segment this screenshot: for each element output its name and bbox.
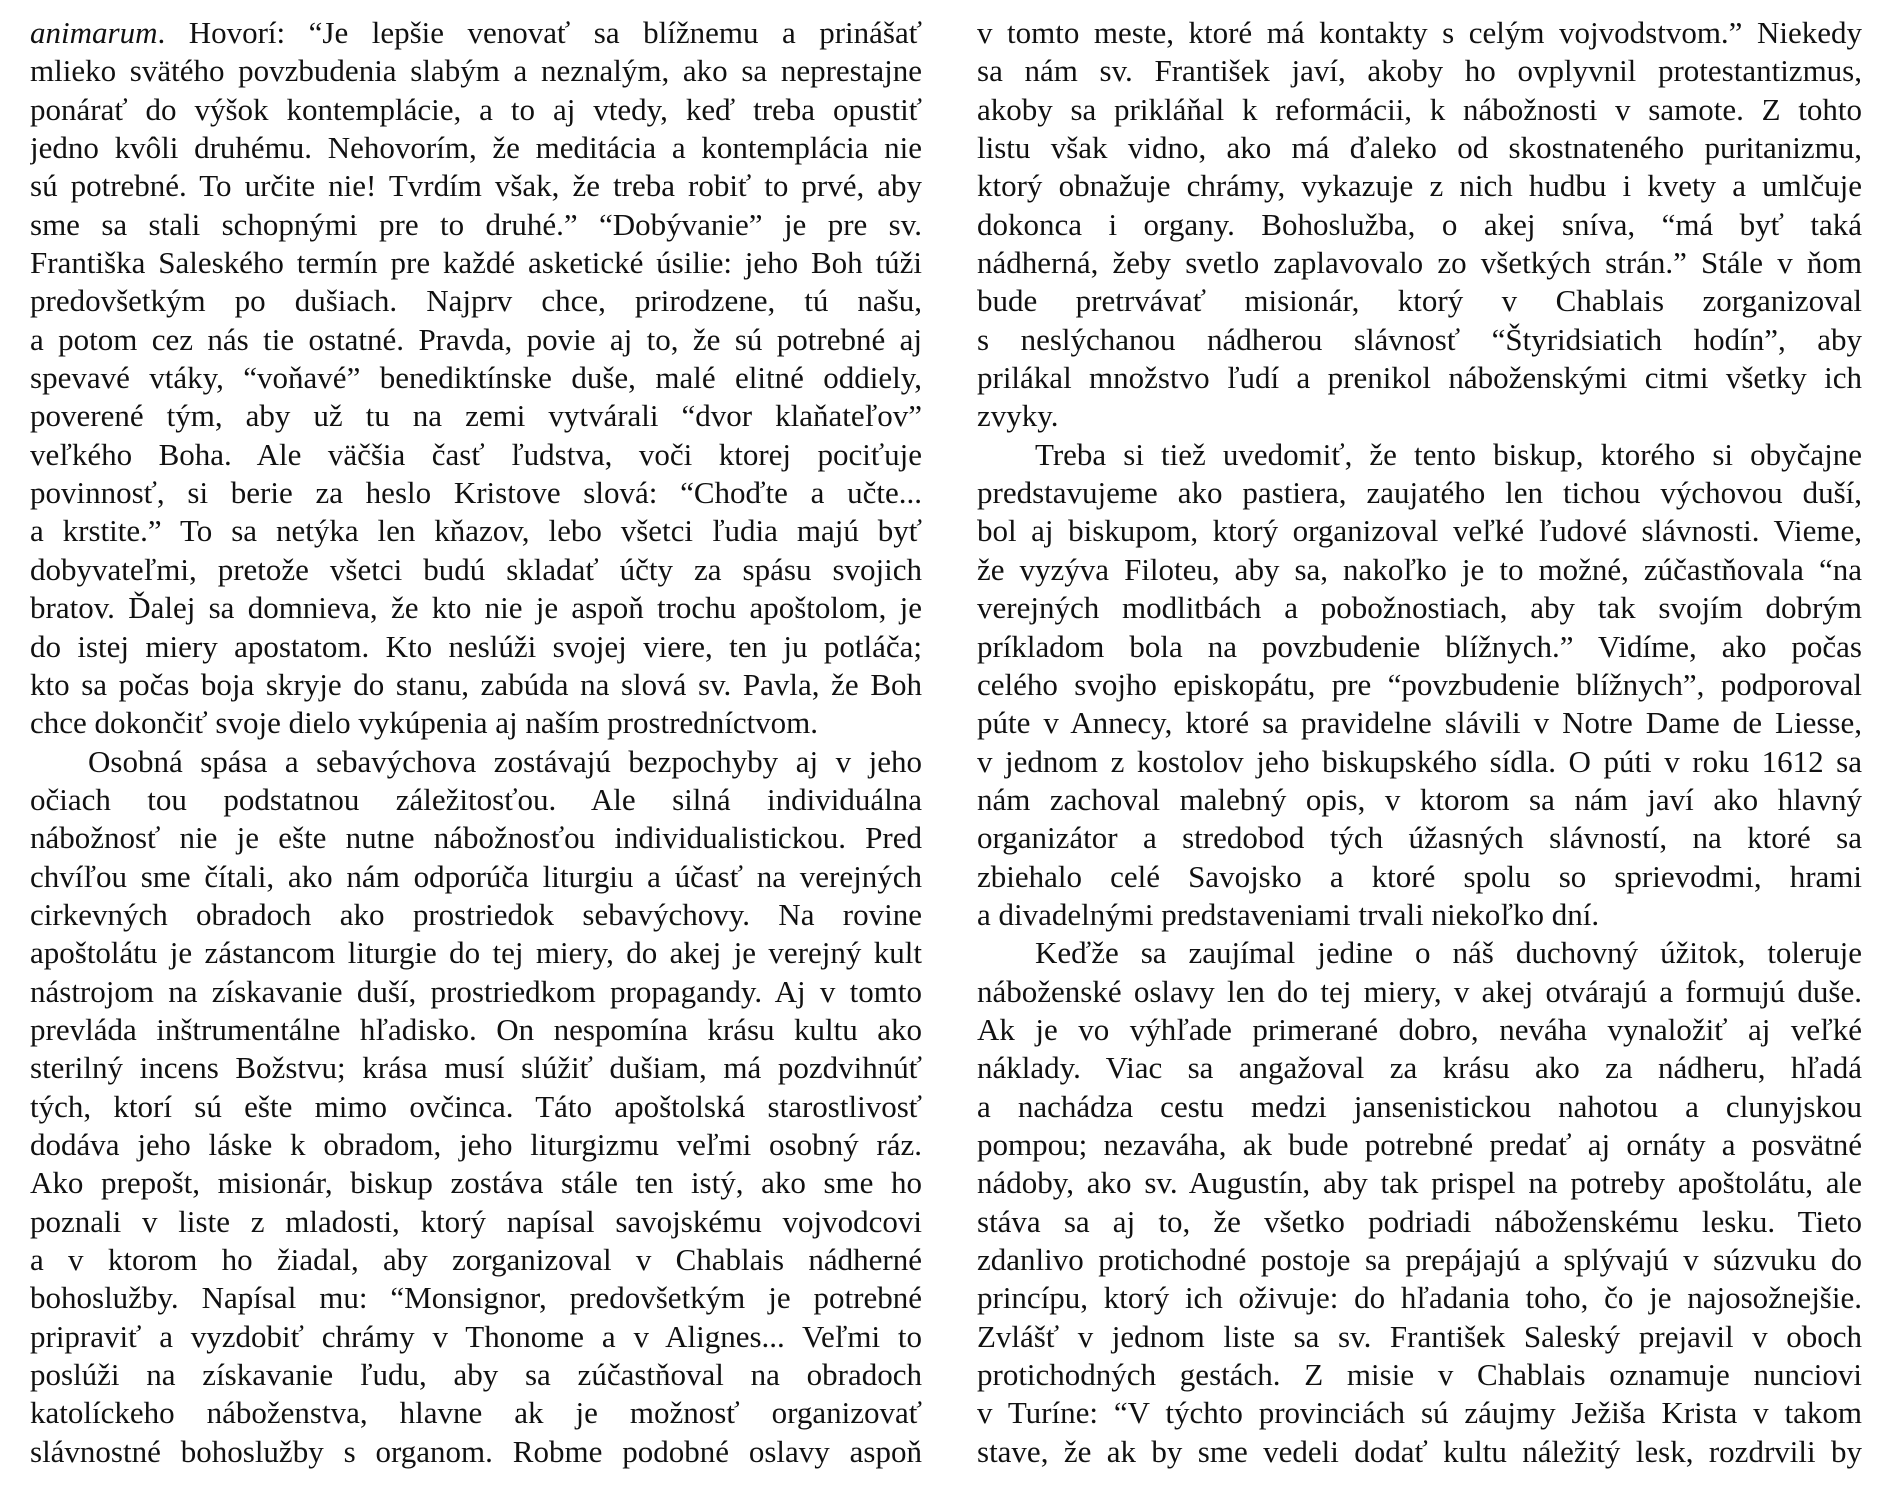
text-line (30, 1164, 922, 1202)
line-text: bol aj biskupom, ktorý organizoval veľké ľudové slávnosti. Vieme, (977, 513, 1862, 549)
line-text: v tomto meste, ktoré má kontakty s celým vojvodstvom.” Niekedy (977, 15, 1862, 50)
text-line (30, 321, 922, 359)
text-line (977, 1433, 1862, 1471)
line-text: a krstite.” To sa netýka len kňazov, lebo všetci ľudia majú byť (30, 513, 922, 549)
line-text: princípu, ktorý ich oživuje: do hľadania toho, čo je najosožnejšie. (977, 1280, 1862, 1316)
line-text: katolíckeho náboženstva, hlavne ak je možnosť organizovať (30, 1395, 922, 1431)
line-text: pompou; nezaváha, ak bude potrebné predať aj ornáty a posvätné (977, 1126, 1862, 1162)
line-text: s neslýchanou nádherou slávnosť “Štyridsiatich hodín”, aby (977, 321, 1862, 357)
line-text: a divadelnými predstaveniami trvali niekoľko dní. (977, 896, 1600, 932)
line-text: pripraviť a vyzdobiť chrámy v Thonome a v Alignes... Veľmi to (30, 1318, 922, 1354)
text-line (977, 1088, 1862, 1126)
text-line (977, 91, 1862, 129)
text-line (30, 359, 922, 397)
line-text: Zvlášť v jednom liste sa sv. František Saleský prejavil v oboch (977, 1318, 1862, 1354)
line-text: poslúži na získavanie ľudu, aby sa zúčastňoval na obradoch (30, 1357, 922, 1393)
text-line (977, 589, 1862, 627)
text-line (977, 359, 1862, 397)
text-line (30, 704, 922, 742)
line-text: stáva sa aj to, že všetko podriadi náboženskému lesku. Tieto (977, 1203, 1862, 1239)
text-line (977, 934, 1862, 972)
line-text: náklady. Viac sa angažoval za krásu ako za nádheru, hľadá (977, 1050, 1862, 1086)
text-line (30, 397, 922, 435)
text-line (30, 52, 922, 90)
text-line (30, 1279, 922, 1317)
text-line (977, 896, 1862, 934)
text-line (30, 206, 922, 244)
line-text: prilákal množstvo ľudí a prenikol náboženskými citmi všetky ich (977, 360, 1862, 396)
left-text-column (30, 14, 922, 1471)
line-text: a v ktorom ho žiadal, aby zorganizoval v Chablais nádherné (30, 1242, 922, 1277)
text-line (30, 1394, 922, 1432)
text-line (977, 858, 1862, 896)
line-text: zvyky. (977, 398, 1059, 434)
text-line (977, 436, 1862, 474)
line-text: kto sa počas boja skryje do stanu, zabúda na slová sv. Pavla, že Boh (30, 666, 922, 702)
line-text: . Hovorí: “Je lepšie venovať sa blížnemu a prinášať (157, 15, 922, 50)
text-line (977, 1241, 1862, 1279)
text-line (977, 397, 1862, 435)
line-text: dokonca i organy. Bohoslužba, o akej sníva, “má byť taká (977, 206, 1862, 242)
text-line (30, 628, 922, 666)
line-text: púte v Annecy, ktoré sa pravidelne slávili v Notre Dame de Liesse, (977, 705, 1862, 741)
line-text: do istej miery apostatom. Kto neslúži svojej viere, ten ju potláča; (30, 628, 922, 664)
right-text-column (977, 14, 1862, 1471)
line-text: tých, ktorí sú ešte mimo ovčinca. Táto apoštolská starostlivosť (30, 1088, 922, 1124)
text-line (30, 858, 922, 896)
text-line (30, 1433, 922, 1471)
line-text: sme sa stali schopnými pre to druhé.” “Dobývanie” je pre sv. (30, 206, 922, 242)
line-text: prevláda inštrumentálne hľadisko. On nespomína krásu kultu ako (30, 1011, 922, 1047)
text-line (30, 282, 922, 320)
text-line (977, 167, 1862, 205)
line-text: nábožnosť nie je ešte nutne nábožnosťou individualistickou. Pred (30, 820, 922, 856)
line-text: chce dokončiť svoje dielo vykúpenia aj naším prostredníctvom. (30, 705, 819, 741)
line-text: cirkevných obradoch ako prostriedok sebavýchovy. Na rovine (30, 896, 922, 932)
text-line (30, 91, 922, 129)
text-line (30, 781, 922, 819)
text-line (30, 1011, 922, 1049)
text-line (30, 1126, 922, 1164)
text-line (977, 321, 1862, 359)
line-text: zbiehalo celé Savojsko a ktoré spolu so sprievodmi, hrami (977, 858, 1862, 894)
line-text: listu však vidno, ako má ďaleko od skostnateného puritanizmu, (977, 130, 1862, 166)
text-line (30, 1049, 922, 1087)
text-line (30, 934, 922, 972)
text-line (30, 896, 922, 934)
text-line (30, 1088, 922, 1126)
text-line (977, 819, 1862, 857)
text-line (30, 512, 922, 550)
line-text: príkladom bola na povzbudenie blížnych.” Vidíme, ako počas (977, 628, 1862, 664)
text-line (30, 436, 922, 474)
line-text: bohoslužby. Napísal mu: “Monsignor, predovšetkým je potrebné (30, 1280, 922, 1316)
line-text: dobyvateľmi, pretože všetci budú skladať účty za spásu svojich (30, 551, 922, 587)
text-line (977, 743, 1862, 781)
text-line (977, 1126, 1862, 1164)
line-text: organizátor a stredobod tých úžasných slávností, na ktoré sa (977, 820, 1862, 856)
line-text: celého svojho episkopátu, pre “povzbudenie blížnych”, podporoval (977, 666, 1862, 702)
text-line (30, 551, 922, 589)
line-text: ponárať do výšok kontemplácie, a to aj vtedy, keď treba opustiť (30, 91, 922, 127)
text-line (30, 1356, 922, 1394)
text-line (977, 1049, 1862, 1087)
line-text: sú potrebné. To určite nie! Tvrdím však, že treba robiť to prvé, aby (30, 168, 922, 204)
line-text: očiach tou podstatnou záležitosťou. Ale silná individuálna (30, 781, 922, 817)
text-line (977, 1203, 1862, 1241)
text-line (30, 666, 922, 704)
text-line (977, 666, 1862, 704)
text-line (30, 589, 922, 627)
text-line (30, 167, 922, 205)
line-text: Ak je vo výhľade primerané dobro, neváha vynaložiť aj veľké (977, 1011, 1862, 1047)
text-line (30, 244, 922, 282)
line-text: slávnostné bohoslužby s organom. Robme podobné oslavy aspoň (30, 1433, 922, 1469)
text-line (977, 973, 1862, 1011)
text-line (30, 1318, 922, 1356)
line-text: predovšetkým po dušiach. Najprv chce, prirodzene, tú našu, (30, 283, 922, 319)
text-line (30, 1203, 922, 1241)
text-line (30, 973, 922, 1011)
text-line (30, 14, 922, 52)
line-text: a nachádza cestu medzi jansenistickou nahotou a clunyjskou (977, 1088, 1862, 1124)
text-line (977, 1394, 1862, 1432)
line-text: v jednom z kostolov jeho biskupského sídla. O púti v roku 1612 sa (977, 743, 1862, 779)
line-text: bratov. Ďalej sa domnieva, že kto nie je aspoň trochu apoštolom, je (30, 590, 922, 626)
text-line (977, 1164, 1862, 1202)
line-text: akoby sa prikláňal k reformácii, k nábožnosti v samote. Z tohto (977, 91, 1862, 127)
line-text: sterilný incens Božstvu; krása musí slúžiť dušiam, má pozdvihnúť (30, 1050, 922, 1086)
line-text: poznali v liste z mladosti, ktorý napísal savojskému vojvodcovi (30, 1203, 922, 1239)
line-text: nám zachoval malebný opis, v ktorom sa nám javí ako hlavný (977, 781, 1862, 817)
line-text: protichodných gestách. Z misie v Chablais oznamuje nunciovi (977, 1357, 1862, 1393)
line-text: verejných modlitbách a pobožnostiach, aby tak svojím dobrým (977, 590, 1862, 626)
line-text: spevavé vtáky, “voňavé” benediktínske duše, malé elitné oddiely, (30, 360, 922, 396)
line-text: Keďže sa zaujímal jedine o náš duchovný úžitok, toleruje (1035, 935, 1862, 971)
line-text: Osobná spása a sebavýchova zostávajú bezpochyby aj v jeho (88, 743, 922, 779)
line-text: Ako prepošt, misionár, biskup zostáva stále ten istý, ako sme ho (30, 1165, 922, 1201)
text-line (977, 512, 1862, 550)
line-text: v Turíne: “V týchto provinciách sú záujmy Ježiša Krista v takom (977, 1395, 1862, 1431)
text-line (977, 1011, 1862, 1049)
line-text: veľkého Boha. Ale väčšia časť ľudstva, voči ktorej pociťuje (30, 436, 922, 472)
line-text: povinnosť, si berie za heslo Kristove slová: “Choďte a učte... (30, 475, 922, 511)
text-line (977, 52, 1862, 90)
text-line (977, 206, 1862, 244)
line-text: ktorý obnažuje chrámy, vykazuje z nich hudbu i kvety a umlčuje (977, 168, 1862, 204)
text-line (977, 1356, 1862, 1394)
text-line (977, 781, 1862, 819)
line-text: stave, že ak by sme vedeli dodať kultu náležitý lesk, rozdrvili by (977, 1433, 1862, 1469)
text-line (977, 14, 1862, 52)
line-text: Františka Saleského termín pre každé asketické úsilie: jeho Boh túži (30, 245, 922, 281)
line-text: jedno kvôli druhému. Nehovorím, že meditácia a kontemplácia nie (30, 130, 922, 166)
text-line (977, 1279, 1862, 1317)
line-text: že vyzýva Filoteu, aby sa, nakoľko je to možné, zúčastňovala “na (977, 551, 1862, 587)
text-line (977, 704, 1862, 742)
line-text: apoštolátu je zástancom liturgie do tej miery, do akej je verejný kult (30, 935, 922, 971)
line-text: mlieko svätého povzbudenia slabým a neznalým, ako sa neprestajne (30, 53, 922, 89)
line-text: sa nám sv. František javí, akoby ho ovplyvnil protestantizmus, (977, 53, 1862, 89)
line-text: poverené tým, aby už tu na zemi vytvárali “dvor klaňateľov” (30, 398, 922, 434)
text-line (30, 743, 922, 781)
text-line (977, 129, 1862, 167)
text-line (30, 1241, 922, 1279)
line-text: zdanlivo protichodné postoje sa prepájajú a splývajú v súzvuku do (977, 1242, 1862, 1277)
text-line (977, 244, 1862, 282)
line-text: nádherná, žeby svetlo zaplavovalo zo všetkých strán.” Stále v ňom (977, 245, 1862, 281)
line-text: nástrojom na získavanie duší, prostriedkom propagandy. Aj v tomto (30, 973, 922, 1009)
line-text: náboženské oslavy len do tej miery, v akej otvárajú a formujú duše. (977, 973, 1862, 1009)
text-line (977, 1318, 1862, 1356)
line-text: dodáva jeho láske k obradom, jeho liturgizmu veľmi osobný ráz. (30, 1126, 922, 1162)
text-line (30, 819, 922, 857)
text-line (977, 282, 1862, 320)
text-line (977, 551, 1862, 589)
line-text: Treba si tiež uvedomiť, že tento biskup, ktorého si obyčajne (1035, 436, 1862, 472)
line-text: nádoby, ako sv. Augustín, aby tak prispel na potreby apoštolátu, ale (977, 1165, 1862, 1201)
text-line (30, 474, 922, 512)
text-line (30, 129, 922, 167)
text-line (977, 628, 1862, 666)
line-text: bude pretrvávať misionár, ktorý v Chablais zorganizoval (977, 283, 1862, 319)
line-text: predstavujeme ako pastiera, zaujatého len tichou výchovou duší, (977, 475, 1862, 511)
line-text: chvíľou sme čítali, ako nám odporúča liturgiu a účasť na verejných (30, 858, 922, 894)
italic-latin-term: animarum (30, 15, 158, 50)
text-line (977, 474, 1862, 512)
line-text: a potom cez nás tie ostatné. Pravda, povie aj to, že sú potrebné aj (30, 321, 922, 357)
